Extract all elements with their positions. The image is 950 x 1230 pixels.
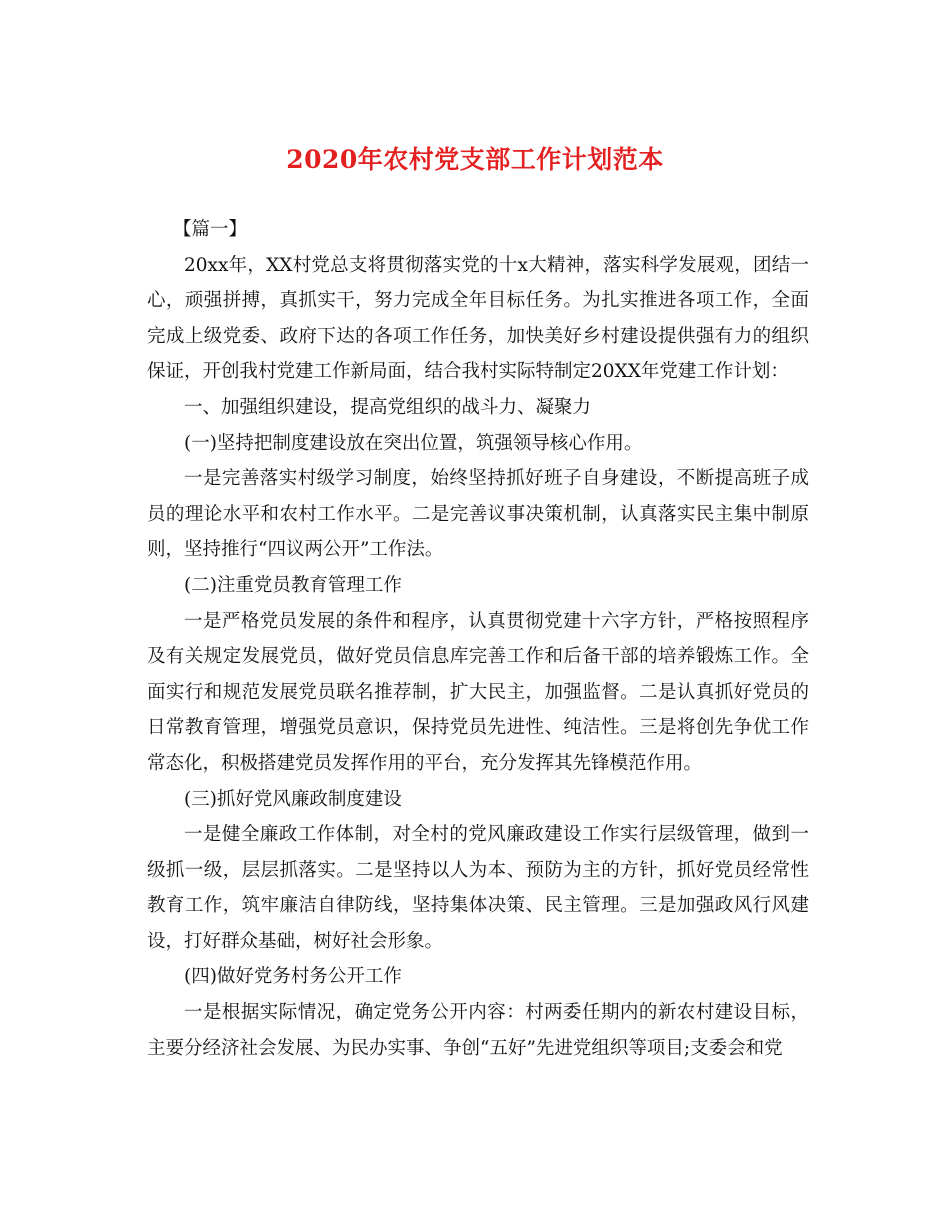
paragraph: 一是根据实际情况，确定党务公开内容：村两委任期内的新农村建设目标，主要分经济社会发展、为民办实事、争创“五好”先进党组织等项目;支委会和党	[147, 1002, 809, 1059]
heading-level-1: 一、加强组织建设，提高党组织的战斗力、凝聚力	[184, 396, 592, 418]
paragraph: 一是严格党员发展的条件和程序，认真贯彻党建十六字方针，严格按照程序及有关规定发展党员，做好党员信息库完善工作和后备干部的培养锻炼工作。全面实行和规范发展党员联名推荐制，扩大民主，加强监督。二是认真抓好党员的日常教育管理，增强党员意识，保持党员先进性、纯洁性。三是将创先争优工作常态化，积极搭建党员发挥作用的平台，充分发挥其先锋模范作用。	[147, 610, 809, 774]
paragraph: 一是完善落实村级学习制度，始终坚持抓好班子自身建设，不断提高班子成员的理论水平和农村工作水平。二是完善议事决策机制，认真落实民主集中制原则，坚持推行“四议两公开”工作法。	[147, 468, 809, 561]
paragraph: 一是健全廉政工作体制，对全村的党风廉政建设工作实行层级管理，做到一级抓一级，层层抓落实。二是坚持以人为本、预防为主的方针，抓好党员经常性教育工作，筑牢廉洁自律防线，坚持集体决策、民主管理。三是加强政风行风建设，打好群众基础，树好社会形象。	[147, 824, 809, 952]
document-body	[147, 212, 809, 1066]
heading-level-2: (一)坚持把制度建设放在突出位置，筑强领导核心作用。	[184, 432, 643, 454]
heading-level-2: (四)做好党务村务公开工作	[184, 966, 402, 988]
paragraph: 20xx年，XX村党总支将贯彻落实党的十x大精神，落实科学发展观，团结一心，顽强拼搏，真抓实干，努力完成全年目标任务。为扎实推进各项工作，全面完成上级党委、政府下达的各项工作任务，加快美好乡村建设提供强有力的组织保证，开创我村党建工作新局面，结合我村实际特制定20XX年党建工作计划：	[147, 254, 809, 383]
section-label: 【篇一】	[173, 219, 248, 240]
heading-level-2: (二)注重党员教育管理工作	[184, 574, 402, 596]
document-title: 2020年农村党支部工作计划范本	[286, 145, 664, 174]
heading-level-2: (三)抓好党风廉政制度建设	[184, 788, 402, 810]
